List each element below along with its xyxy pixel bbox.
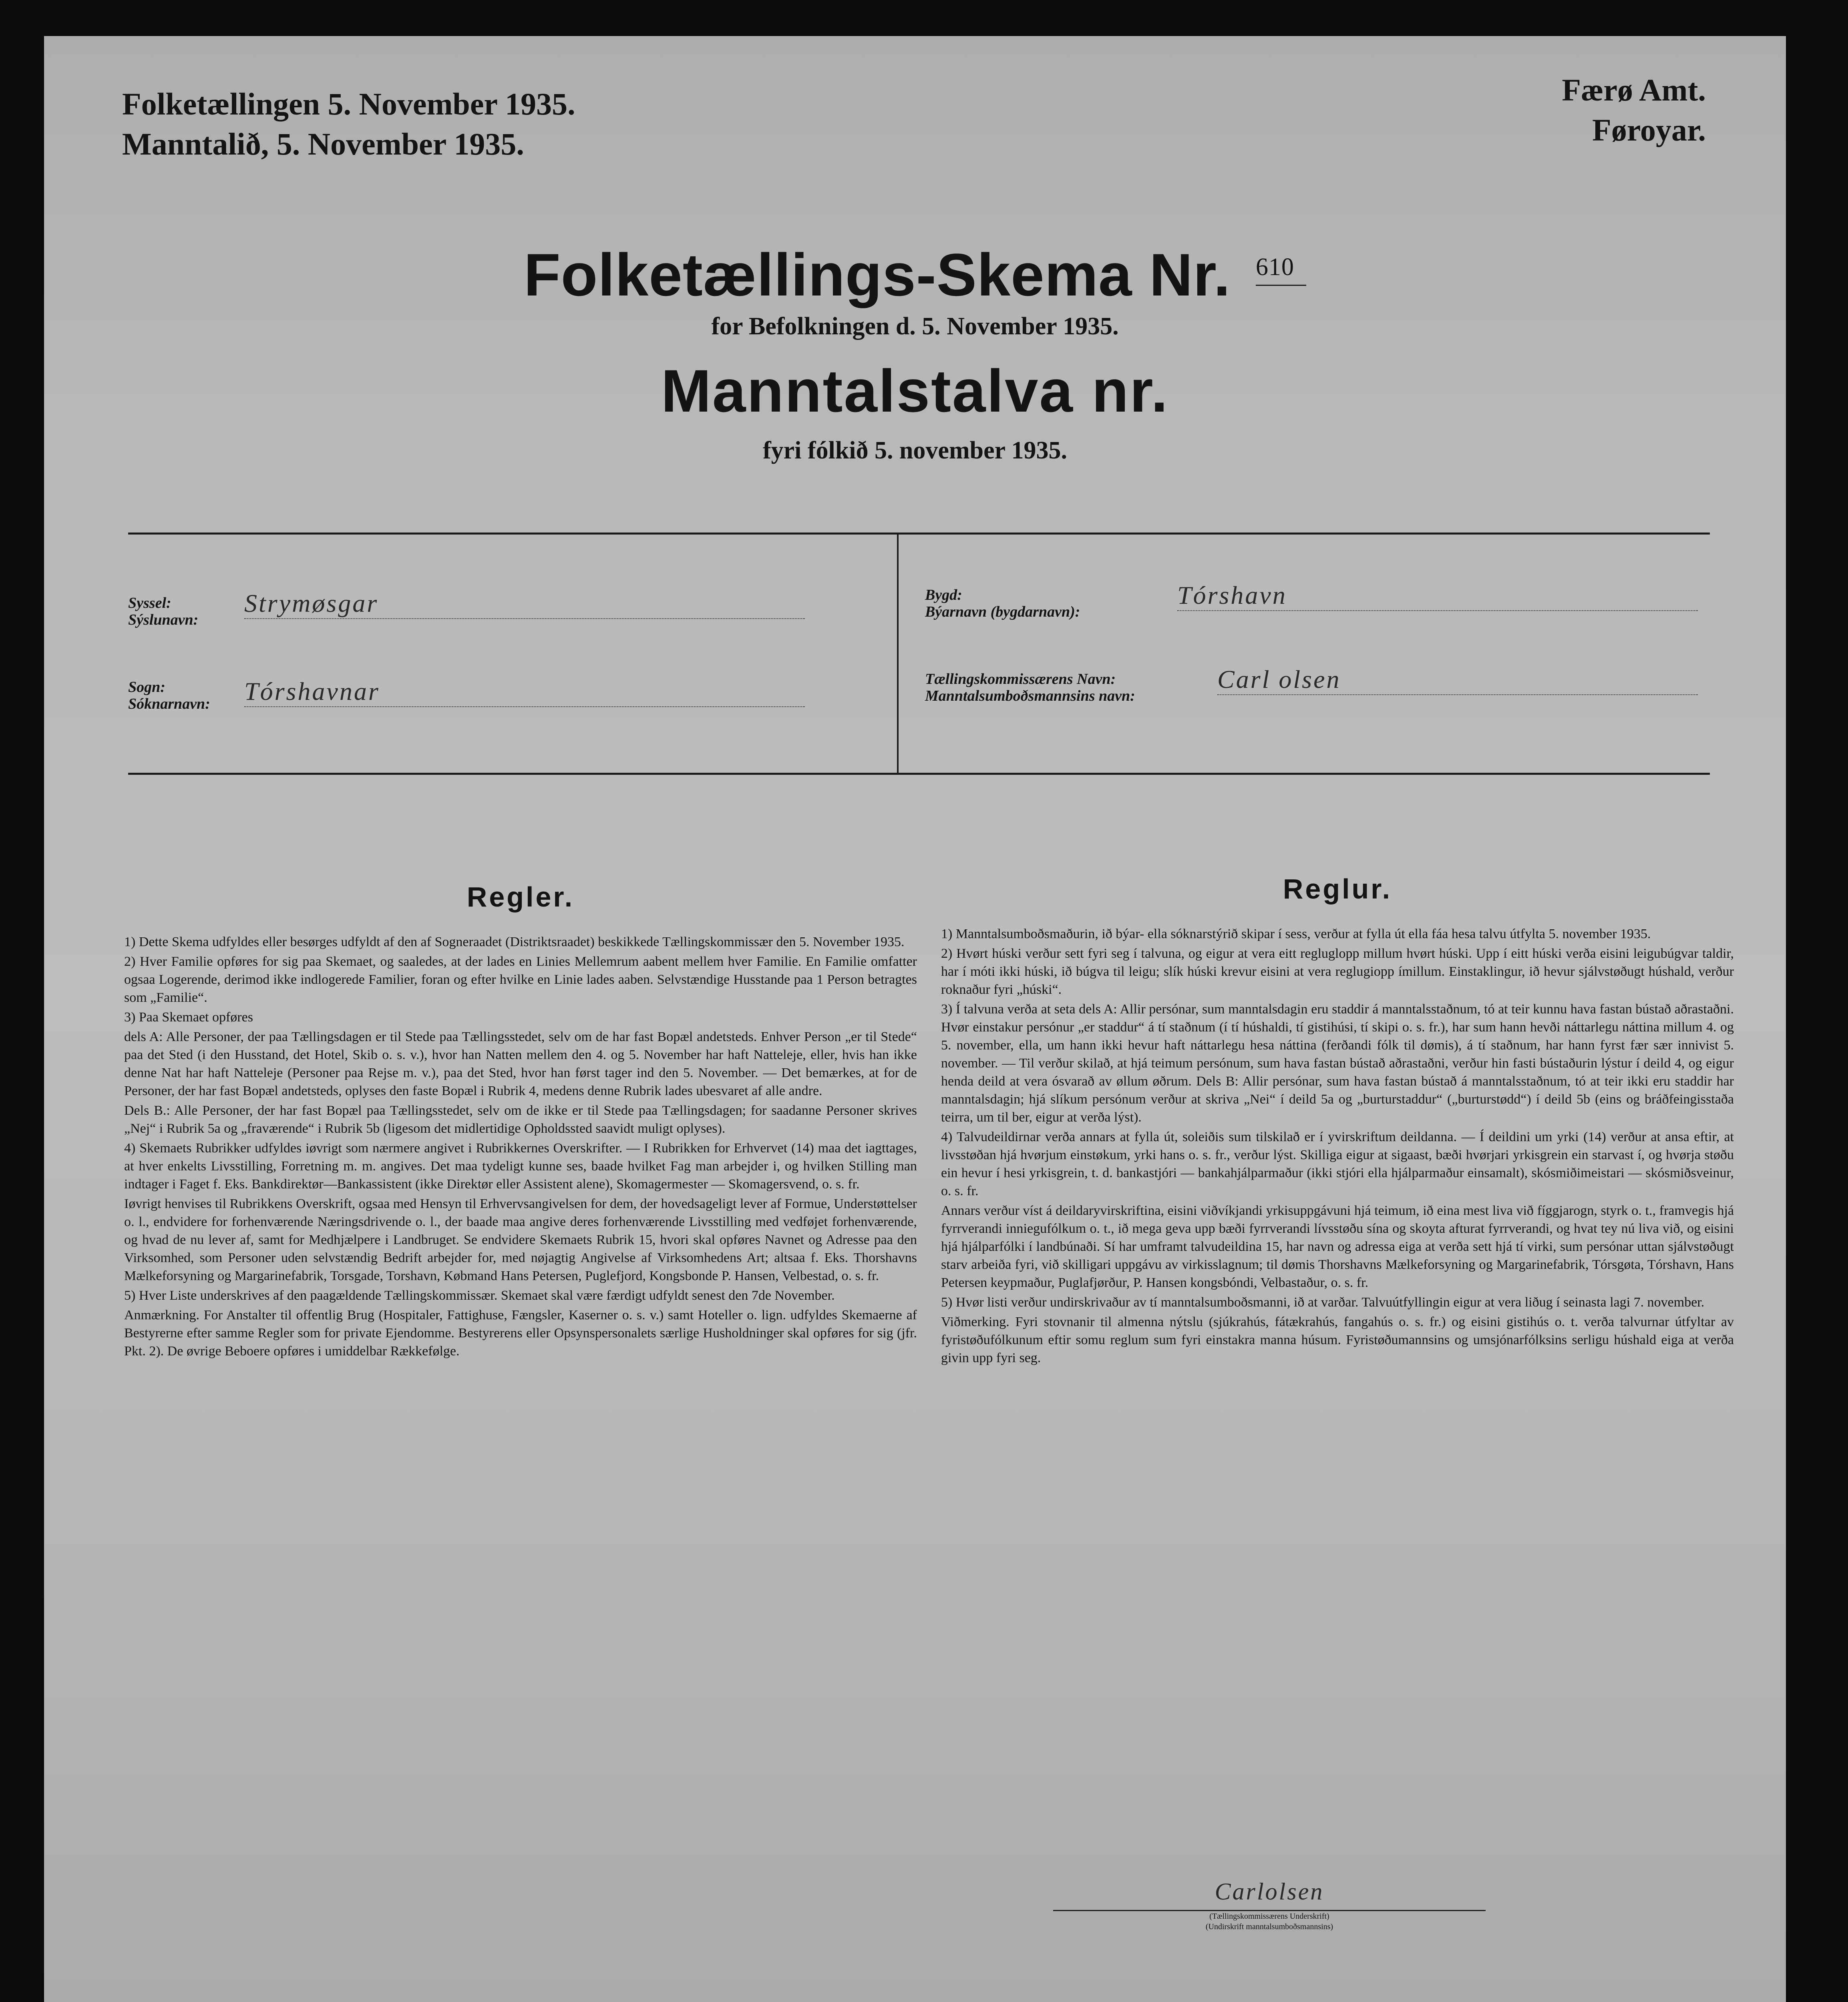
field-box-bottom-rule	[128, 773, 1710, 775]
form-title-faroese: Manntalstalva nr.	[661, 357, 1169, 424]
regler-p2: 2) Hver Familie opføres for sig paa Skemaet, og saaledes, at der lades en Linies Mellemrum aabent mellem hver Familie. En Familie omfatter ogsaa Logerende, derimod ikke indlogerede Familier, foran og efter hvilke en Linie lades aaben. Selvstændige Husstande paa 1 Person betragtes som „Familie“.	[124, 954, 917, 1005]
reglur-heading: Reglur.	[1283, 873, 1392, 905]
header-left	[122, 84, 575, 164]
reglur-p7: Viðmerking. Fyri stovnanir til almenna nýtslu (sjúkrahús, fátækrahús, fangahús o. s. fr.) og eisini gistihús o. t. verða talvurnar útfyltar av fyristøðufólkunum eftir somu reglum sum fyri einstakra manna húsum. Fyristøðumannsins og umsjónarfólksins serligu húshald eiga at verða givin upp fyri seg.	[941, 1315, 1734, 1365]
census-form-sheet	[44, 36, 1786, 2002]
reglur-text	[941, 925, 1734, 1710]
reglur-p5: Annars verður víst á deildaryvirskriftina, eisini viðvíkjandi yrkisuppgávuni hjá teimum, ið eina mest liva við fíggjarogn, styrk o. t., framvegis hjá fyrrverandi inniegufólkum o. t., ið mega geva upp bæði fyrrverandi lívsstøðu sína og skoyta afturat fyrrverandi, og hvat tey nú liva við, og eisini hjá hjálparfólki í landbúnaði. Sí har umframt talvudeildina 15, har navn og adressa eiga at verða sett hjá tí virki, sum persónar uttan sjálvstøðugt starv arbeiða fyri, við skilligari uppgávu av virkisslagnum; til dømis Thorshavns Mælkeforsyning og Margarinefabrik, Tórsgøta, Tórshavn, Hans Petersen keypmaður, Puglafjørður, P. Hansen kongsbóndi, Velbastaður, o. s. fr.	[941, 1203, 1734, 1290]
reglur-p6: 5) Hvør listi verður undirskrivaður av tí manntalsumboðsmanni, ið at varðar. Talvuútfyllingin eigur at vera liðug í seinasta lagi 7. november.	[941, 1295, 1705, 1310]
reglur-p2: 2) Hvørt húski verður sett fyri seg í talvuna, og eigur at vera eitt regluglopp millum hvørt húski. Upp í eitt húski verða eisini leigubúgvar taldir, har í móti ikki húski, ið búgva til leigu; slík húski krevur eisini at vera reglugiopp ímillum. Einstaklingur, ið hevur sjálvstøðugt húshald, verður roknaður fyri „húski“.	[941, 946, 1734, 997]
syssel-label-da: Syssel:	[128, 595, 171, 611]
signature-line	[1053, 1910, 1486, 1911]
signature-block	[1053, 1878, 1486, 1932]
sogn-label	[128, 679, 210, 712]
regler-p5: Dels B.: Alle Personer, der har fast Bopæl paa Tællingsstedet, selv om de ikke er til Stede paa Tællingsdagen; for saadanne Personer skrives „Nej“ i Rubrik 5a og „fraværende“ i Rubrik 5b (ligesom det midlertidige Opholdssted saavidt muligt oplyses).	[124, 1103, 917, 1136]
syssel-label	[128, 595, 198, 628]
signature-caption-da: (Tællingskommissærens Underskrift)	[1209, 1912, 1329, 1921]
bygd-label-fo: Býarnavn (bygdarnavn):	[925, 603, 1080, 620]
regler-p1: 1) Dette Skema udfyldes eller besørges udfyldt af den af Sogneraadet (Distriktsraadet) beskikkede Tællingskommissær den 5. November 1935.	[124, 935, 905, 949]
form-title-text: Folketællings-Skema Nr.	[524, 241, 1231, 308]
header-right-line2: Føroyar.	[1592, 113, 1706, 147]
sogn-value: Tórshavnar	[244, 677, 805, 707]
regler-p4: dels A: Alle Personer, der paa Tællingsdagen er til Stede paa Tællingsstedet, selv om de har fast Bopæl andetsteds. Enhver Person „er til Stede“ paa det Sted (i den Husstand, det Hotel, Skib o. s. v.), hvor han Natten mellem den 4. og 5. November har haft Natteleje, eller, hvis han ikke denne Nat har haft Natteleje (Personer paa Rejse m. v.), paa det Sted, hvor han først tager ind den 5. November. — Det bemærkes, at for de Personer, der har fast Bopæl andetsteds, oplyses den faste Bopæl i Rubrik 4, medens denne Rubrik lades ubesvaret af alle andre.	[124, 1029, 917, 1098]
bygd-label	[925, 587, 1080, 620]
kommissaer-label-da: Tællingskommissærens Navn:	[925, 671, 1116, 687]
reglur-p3: 3) Í talvuna verða at seta dels A: Allir persónar, sum manntalsdagin eru staddir á manntalsstaðnum, tó at teir kunnu hava fastan bústað aðrastaðni. Hvør einstakur persónur „er staddur“ á tí staðnum (í tí húshaldi, tí gistihúsi, tí skipi o. s. fr.), har sum hann hevði náttarlegu náttina millum 4. og 5. november, ella, um hann ikki hevur haft náttarlegu hesa náttina (ferðandi fólk til dømis), á tí staðnum, har hann fyrst fær sær innivist 5. november. — Til verður skilað, at hjá teimum persónum, sum hava fastan bústað aðrastaðni, verður hin fasti bústaðurin lýstur í deild 4, og eigur henda deild at vera ósvarað av øllum øðrum. Dels B: Allir persónar, sum hava fastan bústað á manntalsstaðnum, tó at teir ikki eru staddir har manntalsdagin; hjá slíkum persónum verður at skriva „Nei“ í deild 5a og „burturstaddur“ („burturstødd“) í deild 5b (eins og bráðfeingisstaða teirra, um til ber, eigur at verða lýst).	[941, 1002, 1734, 1125]
form-number: 610	[1256, 253, 1306, 286]
bygd-value: Tórshavn	[1177, 581, 1698, 611]
field-box-divider	[897, 533, 899, 773]
regler-text	[124, 933, 917, 1742]
form-subtitle: for Befolkningen d. 5. November 1935.	[711, 313, 1119, 340]
kommissaer-value: Carl olsen	[1217, 665, 1698, 695]
header-right	[1458, 70, 1706, 150]
header-left-line2: Manntalið, 5. November 1935.	[122, 127, 524, 161]
form-subtitle-faroese: fyri fólkið 5. november 1935.	[762, 437, 1067, 464]
kommissaer-label	[925, 671, 1135, 704]
sogn-label-da: Sogn:	[128, 679, 165, 695]
reglur-p1: 1) Manntalsumboðsmaðurin, ið býar- ella sóknarstýrið skipar í sess, verður at fylla út ella fáa hesa talvu útfylta 5. november 1935.	[941, 927, 1651, 941]
regler-p6: 4) Skemaets Rubrikker udfyldes iøvrigt som nærmere angivet i Rubrikkernes Overskrifter. — I Rubrikken for Erhvervet (14) maa det iagttages, at hver enkelts Livsstilling, Forretning m. m. angives. Det maa tydeligt kunne ses, baade hvilket Fag man arbejder i, og hvilken Stilling man indtager i Faget f. Eks. Bankdirektør—Bankassistent (ikke Direktør eller Assistent alene), Skomagermester — Skomagersvend, o. s. fr.	[124, 1141, 917, 1192]
header-right-line1: Færø Amt.	[1562, 72, 1706, 107]
regler-p9: Anmærkning. For Anstalter til offentlig Brug (Hospitaler, Fattighuse, Fængsler, Kaserner o. s. v.) samt Hoteller o. lign. udfyldes Skemaerne af Bestyrerne efter samme Regler som for private Ejendomme. Bestyrerens eller Opsynspersonalets særlige Husholdninger skal opføres for sig (jfr. Pkt. 2). De øvrige Beboere opføres i umiddelbar Rækkefølge.	[124, 1308, 917, 1359]
syssel-label-fo: Sýslunavn:	[128, 611, 199, 628]
signature-caption-fo: (Undirskrift manntalsumboðsmannsins)	[1205, 1922, 1333, 1931]
sogn-label-fo: Sóknarnavn:	[128, 695, 210, 712]
regler-p3: 3) Paa Skemaet opføres	[124, 1010, 253, 1025]
form-title	[44, 240, 1786, 310]
kommissaer-label-fo: Manntalsumboðsmannsins navn:	[925, 687, 1135, 704]
syssel-value: Strymøsgar	[244, 589, 805, 619]
regler-p7: Iøvrigt henvises til Rubrikkens Overskrift, ogsaa med Hensyn til Erhvervsangivelsen for dem, der hovedsageligt lever af Formue, Understøttelser o. l., endvidere for forhenværende Næringsdrivende o. l., der baade maa angive deres forhenværende Livsstilling med vedføjet forhenværende, og hvad de nu lever af, samt for Medhjælpere i Landbruget. Se endvidere Skemaets Rubrik 15, hvori skal opføres Navnet og Adresse paa den Virksomhed, som Personer uden selvstændig Bedrift arbejder for, med nøjagtig Angivelse af Virksomhedens Art; altsaa f. Eks. Thorshavns Mælkeforsyning og Margarinefabrik, Torsgade, Torshavn, Købmand Hans Petersen, Puglefjord, Kongsbonde P. Hansen, Velbestad, o. s. fr.	[124, 1196, 917, 1283]
header-left-line1: Folketællingen 5. November 1935.	[122, 86, 575, 121]
reglur-p4: 4) Talvudeildirnar verða annars at fylla út, soleiðis sum tilskilað er í yvirskriftum deildanna. — Í deildini um yrki (14) verður at ansa eftir, at livsstøðan hjá hvørjum einstøkum, yrki hans o. s. fr., verður lýst. Skilliga eigur at sigaast, bæði hvørjari yrkisgrein ein starvast í, og hvørja støðu ein hevur í hesi yrkisgrein, t. d. bankastjóri — bankahjálparmaður (ikki stjóri ella hjálparmaður einsamalt), skósmiðimeistari — skósmiðsveinur, o. s. fr.	[941, 1130, 1734, 1198]
signature-value: Carlolsen	[1215, 1878, 1324, 1905]
regler-p8: 5) Hver Liste underskrives af den paagældende Tællingskommissær. Skemaet skal være færdigt udfyldt senest den 7de November.	[124, 1288, 835, 1303]
regler-heading: Regler.	[467, 881, 575, 913]
bygd-label-da: Bygd:	[925, 587, 962, 603]
field-box-top-rule	[128, 533, 1710, 535]
